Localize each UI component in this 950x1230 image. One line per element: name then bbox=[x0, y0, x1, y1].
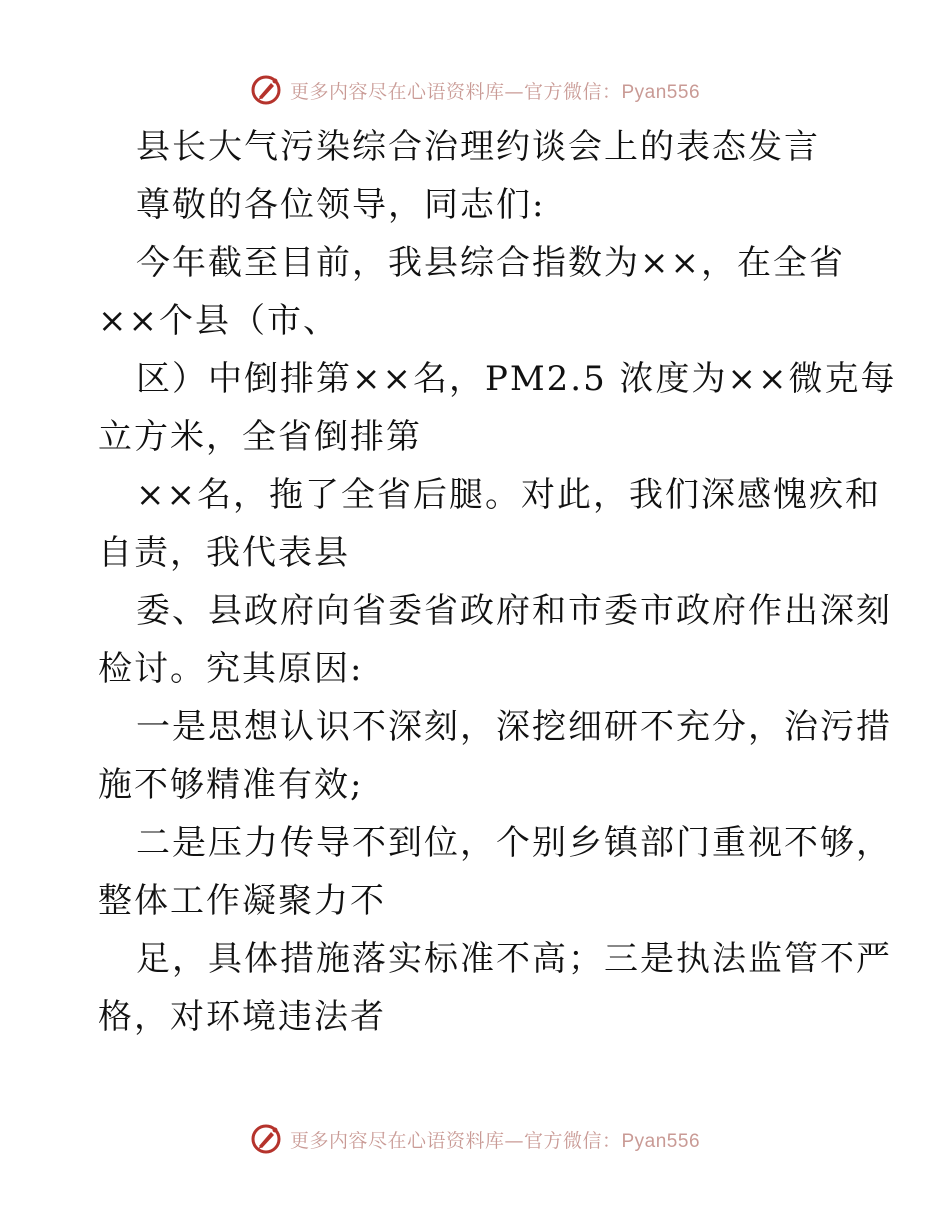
watermark-text: 更多内容尽在心语资料库—官方微信：Pyan556 bbox=[289, 1129, 701, 1152]
text-line: 整体工作凝聚力不 bbox=[98, 881, 386, 921]
text-line: 今年截至目前，我县综合指数为××，在全省 bbox=[136, 243, 845, 283]
watermark-id: Pyan556 bbox=[621, 1130, 701, 1152]
text-line: 一是思想认识不深刻，深挖细研不充分，治污措 bbox=[136, 707, 892, 747]
text-line: 检讨。究其原因: bbox=[98, 649, 364, 689]
text-line: 自责，我代表县 bbox=[98, 533, 350, 573]
pen-seal-logo-icon bbox=[250, 1123, 282, 1155]
salutation: 尊敬的各位领导，同志们: bbox=[136, 185, 546, 225]
text-line: 区）中倒排第××名，PM2.5 浓度为××微克每 bbox=[136, 359, 897, 399]
text-line: 格，对环境违法者 bbox=[98, 997, 386, 1037]
watermark-text: 更多内容尽在心语资料库—官方微信：Pyan556 bbox=[289, 80, 701, 103]
text-line: 立方米，全省倒排第 bbox=[98, 417, 422, 457]
text-line: 二是压力传导不到位，个别乡镇部门重视不够， bbox=[136, 823, 892, 863]
text-line: 施不够精准有效; bbox=[98, 765, 364, 805]
text-line: ××个县（市、 bbox=[98, 301, 339, 341]
pen-seal-logo-icon bbox=[250, 74, 282, 106]
document-body bbox=[98, 118, 897, 1046]
footer-watermark bbox=[0, 1122, 950, 1156]
text-line: 委、县政府向省委省政府和市委市政府作出深刻 bbox=[136, 591, 892, 631]
watermark-id: Pyan556 bbox=[621, 81, 701, 103]
document-title: 县长大气污染综合治理约谈会上的表态发言 bbox=[136, 127, 820, 167]
text-line: ××名，拖了全省后腿。对此，我们深感愧疚和 bbox=[136, 475, 881, 515]
text-line: 足，具体措施落实标准不高；三是执法监管不严 bbox=[136, 939, 892, 979]
header-watermark bbox=[0, 73, 950, 107]
